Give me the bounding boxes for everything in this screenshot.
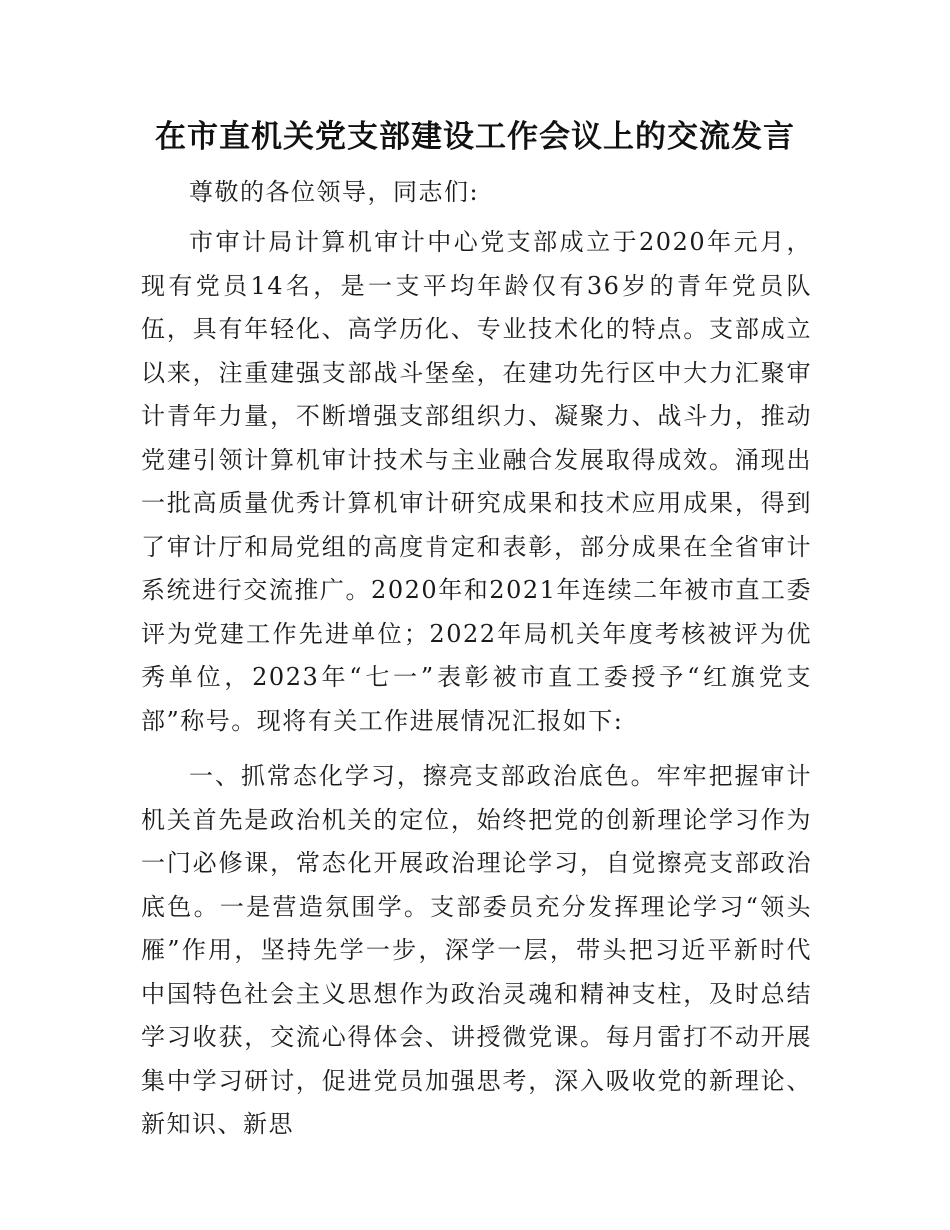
document-title: 在市直机关党支部建设工作会议上的交流发言 <box>155 119 795 155</box>
paragraph-section-one: 一、抓常态化学习，擦亮支部政治底色。牢牢把握审计机关首先是政治机关的定位，始终把党的创新理论学习作为一门必修课，常态化开展政治理论学习，自觉擦亮支部政治底色。一是营造氛围学。支部委员充分发挥理论学习“领头雁”作用，坚持先学一步，深学一层，带头把习近平新时代中国特色社会主义思想作为政治灵魂和精神支柱，及时总结学习收获，交流心得体会、讲授微党课。每月雷打不动开展集中学习研讨，促进党员加强思考，深入吸收党的新理论、新知识、新思 <box>141 762 812 1138</box>
salutation: 尊敬的各位领导，同志们: <box>189 178 480 206</box>
paragraph-intro: 市审计局计算机审计中心党支部成立于2020年元月，现有党员14名，是一支平均年龄仅有36岁的青年党员队伍，具有年轻化、高学历化、专业技术化的特点。支部成立以来，注重建强支部战斗堡垒，在建功先行区中大力汇聚审计青年力量，不断增强支部组织力、凝聚力、战斗力，推动党建引领计算机审计技术与主业融合发展取得成效。涌现出一批高质量优秀计算机审计研究成果和技术应用成果，得到了审计厅和局党组的高度肯定和表彰，部分成果在全省审计系统进行交流推广。2020年和2021年连续二年被市直工委评为党建工作先进单位；2022年局机关年度考核被评为优秀单位，2023年“七一”表彰被市直工委授予“红旗党支部”称号。现将有关工作进展情况汇报如下: <box>141 228 812 735</box>
